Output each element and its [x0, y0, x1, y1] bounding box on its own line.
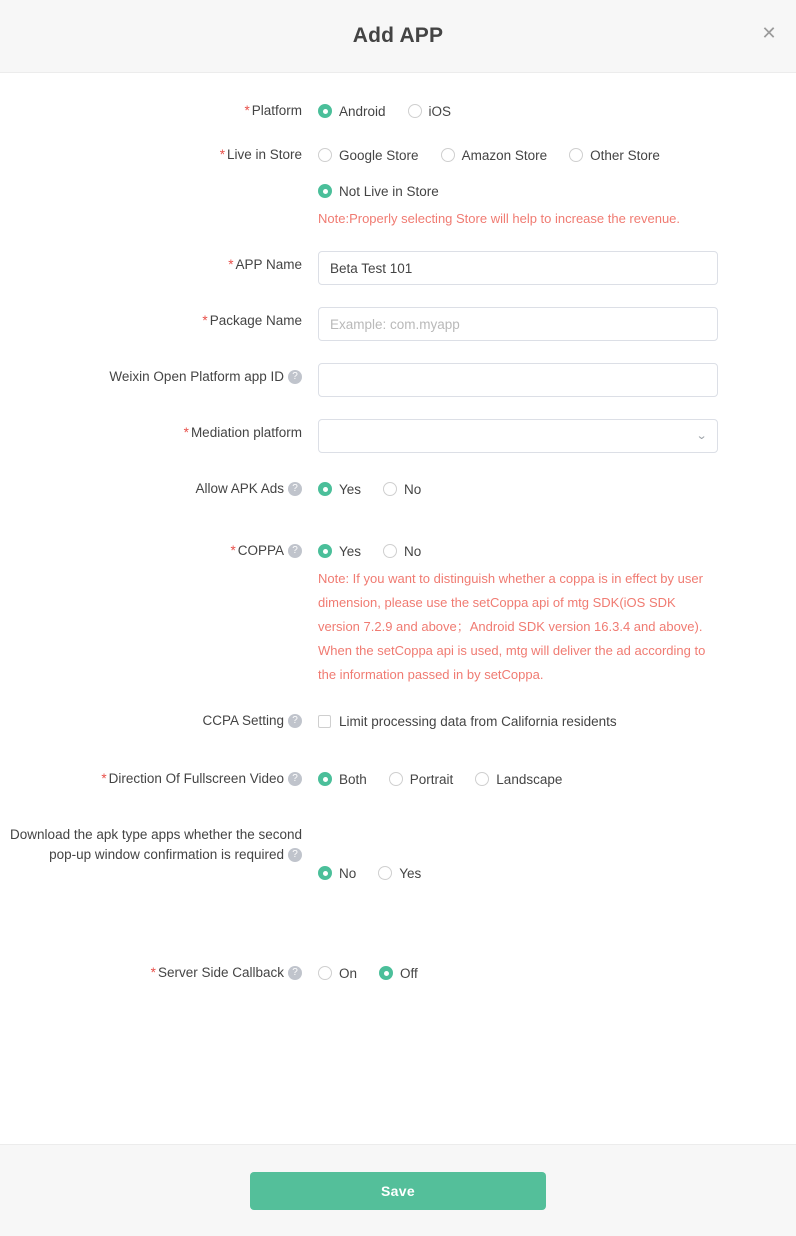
required-marker: *: [219, 147, 225, 162]
coppa-label: * COPPA ?: [0, 535, 318, 561]
field-app-name: [0, 249, 796, 285]
radio-amazon-store[interactable]: Amazon Store: [441, 141, 548, 169]
required-marker: *: [150, 965, 156, 980]
radio-mark: [379, 966, 393, 980]
spacer: [0, 915, 796, 957]
live-in-store-label: * Live in Store: [219, 147, 302, 162]
chevron-down-icon: ⌄: [695, 429, 708, 442]
mediation-platform-label: * Mediation platform: [183, 425, 302, 440]
field-live-in-store: [0, 139, 796, 231]
help-icon[interactable]: ?: [288, 772, 302, 786]
required-marker: *: [101, 771, 107, 786]
radio-direction-portrait[interactable]: Portrait: [389, 765, 454, 793]
required-marker: *: [244, 103, 250, 118]
radio-mark: [318, 544, 332, 558]
coppa-note: Note: If you want to distinguish whether a coppa is in effect by user dimension, please use the setCoppa api of mtg SDK(iOS SDK version 7.2.9 and above；Android SDK version 16.3.4 and above). When the setCoppa api is used, mtg will deliver the ad according to the information passed in by setCoppa.: [318, 571, 706, 682]
radio-mark: [475, 772, 489, 786]
help-icon[interactable]: ?: [288, 482, 302, 496]
save-button[interactable]: Save: [250, 1172, 546, 1210]
close-icon[interactable]: ✕: [761, 23, 777, 43]
radio-other-store[interactable]: Other Store: [569, 141, 660, 169]
help-icon[interactable]: ?: [288, 848, 302, 862]
radio-mark: [378, 866, 392, 880]
radio-mark: [318, 184, 332, 198]
apk-second-popup-radio-group: [318, 859, 796, 887]
help-icon[interactable]: ?: [288, 966, 302, 980]
package-name-label: * Package Name: [202, 313, 302, 328]
platform-radio-group: [318, 97, 796, 125]
radio-platform-ios[interactable]: iOS: [408, 97, 452, 125]
live-in-store-radio-group-row2: [318, 177, 796, 205]
radio-platform-android[interactable]: Android: [318, 97, 386, 125]
field-ccpa-setting: [0, 705, 796, 735]
checkbox-ccpa-limit-processing[interactable]: Limit processing data from California residents: [318, 707, 617, 735]
radio-mark: [408, 104, 422, 118]
radio-direction-both[interactable]: Both: [318, 765, 367, 793]
apk-second-popup-label: Download the apk type apps whether the second pop-up window confirmation is required ?: [10, 827, 302, 862]
help-icon[interactable]: ?: [288, 714, 302, 728]
allow-apk-ads-label: Allow APK Ads ?: [0, 473, 318, 499]
radio-server-side-callback-on[interactable]: On: [318, 959, 357, 987]
radio-google-store[interactable]: Google Store: [318, 141, 419, 169]
fullscreen-video-direction-label: * Direction Of Fullscreen Video ?: [0, 763, 318, 789]
app-name-label: * APP Name: [228, 257, 302, 272]
checkbox-mark: [318, 715, 331, 728]
page-title: Add APP: [352, 24, 444, 47]
radio-mark: [318, 148, 332, 162]
radio-mark: [318, 482, 332, 496]
radio-mark: [318, 772, 332, 786]
mediation-platform-select[interactable]: [318, 419, 718, 453]
radio-allow-apk-ads-yes[interactable]: Yes: [318, 475, 361, 503]
field-apk-second-popup: [0, 821, 796, 887]
help-icon[interactable]: ?: [288, 544, 302, 558]
field-weixin-app-id: [0, 361, 796, 397]
radio-mark: [389, 772, 403, 786]
required-marker: *: [183, 425, 189, 440]
live-in-store-radio-group-row1: [318, 141, 796, 169]
field-platform: [0, 95, 796, 125]
radio-mark: [441, 148, 455, 162]
dialog-footer: [0, 1144, 796, 1236]
package-name-input[interactable]: [318, 307, 718, 341]
radio-coppa-no[interactable]: No: [383, 537, 421, 565]
radio-allow-apk-ads-no[interactable]: No: [383, 475, 421, 503]
server-side-callback-radio-group: [318, 959, 796, 987]
radio-mark: [569, 148, 583, 162]
radio-not-live-in-store[interactable]: Not Live in Store: [318, 177, 439, 205]
radio-mark: [383, 482, 397, 496]
weixin-app-id-label: Weixin Open Platform app ID ?: [0, 361, 318, 387]
radio-apk-second-popup-yes[interactable]: Yes: [378, 859, 421, 887]
fullscreen-video-direction-radio-group: [318, 765, 796, 793]
coppa-radio-group: [318, 537, 796, 565]
dialog-header: [0, 0, 796, 73]
radio-mark: [318, 104, 332, 118]
live-in-store-note: Note:Properly selecting Store will help to increase the revenue.: [318, 211, 681, 226]
field-fullscreen-video-direction: [0, 763, 796, 793]
server-side-callback-label: * Server Side Callback ?: [0, 957, 318, 983]
required-marker: *: [228, 257, 234, 272]
dialog-body: [0, 73, 796, 1144]
ccpa-setting-label: CCPA Setting ?: [0, 705, 318, 731]
radio-mark: [318, 866, 332, 880]
radio-server-side-callback-off[interactable]: Off: [379, 959, 418, 987]
radio-direction-landscape[interactable]: Landscape: [475, 765, 562, 793]
platform-label: * Platform: [244, 103, 302, 118]
field-mediation-platform: [0, 417, 796, 453]
allow-apk-ads-radio-group: [318, 475, 796, 503]
field-package-name: [0, 305, 796, 341]
required-marker: *: [202, 313, 208, 328]
radio-coppa-yes[interactable]: Yes: [318, 537, 361, 565]
weixin-app-id-input[interactable]: [318, 363, 718, 397]
radio-mark: [318, 966, 332, 980]
help-icon[interactable]: ?: [288, 370, 302, 384]
radio-apk-second-popup-no[interactable]: No: [318, 859, 356, 887]
field-coppa: [0, 535, 796, 687]
required-marker: *: [230, 543, 236, 558]
radio-mark: [383, 544, 397, 558]
field-server-side-callback: [0, 957, 796, 987]
app-name-input[interactable]: [318, 251, 718, 285]
field-allow-apk-ads: [0, 473, 796, 503]
